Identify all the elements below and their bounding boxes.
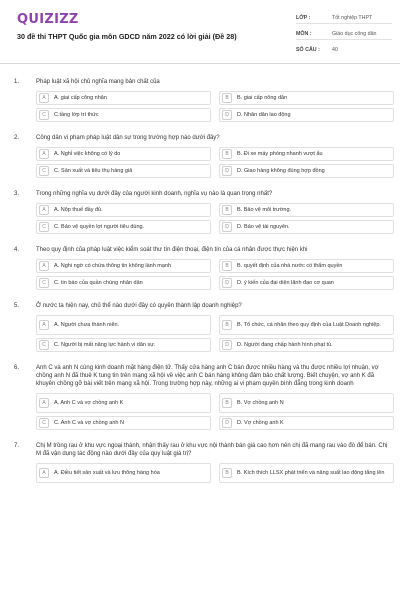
question-list <box>14 78 388 495</box>
meta-row-count <box>296 44 392 56</box>
option-text: D. ý kiến của đại diện lãnh đạo cơ quan <box>237 279 334 286</box>
question-number: 6. <box>14 365 20 371</box>
worksheet-header <box>0 0 400 64</box>
meta-label: SỐ CÂU : <box>296 47 320 53</box>
meta-row-subject <box>296 28 392 40</box>
question-stem <box>14 302 388 310</box>
quizizz-logo: QUIZIZZ <box>17 12 79 27</box>
answer-option-c[interactable] <box>36 338 211 352</box>
answer-option-a[interactable] <box>36 463 211 483</box>
meta-value: Tốt nghiệp THPT <box>332 14 373 21</box>
option-letter-badge: A <box>39 205 49 215</box>
question-1 <box>14 78 388 122</box>
answer-option-b[interactable] <box>219 463 394 483</box>
meta-value: 40 <box>332 47 338 53</box>
option-text: B. giai cấp nông dân <box>237 94 288 101</box>
option-text: D. Nhân dân lao động <box>237 111 291 118</box>
answer-options <box>36 259 388 290</box>
option-text: A. Điều tiết sản xuất và lưu thông hàng hóa <box>54 469 160 476</box>
option-text: B. quyết định của nhà nước có thẩm quyền <box>237 262 343 269</box>
option-letter-badge: A <box>39 398 49 408</box>
meta-panel <box>296 12 392 60</box>
option-text: B. Kích thích LLSX phát triển và năng suất lao động tăng lên <box>237 469 385 476</box>
option-letter-badge: C <box>39 222 49 232</box>
question-3 <box>14 190 388 234</box>
answer-options <box>36 463 388 483</box>
meta-row-class <box>296 12 392 24</box>
question-4 <box>14 246 388 290</box>
question-number: 5. <box>14 303 20 309</box>
option-text: C. Người bị mất năng lực hành vi dân sự. <box>54 341 156 348</box>
meta-label: LỚP : <box>296 14 311 21</box>
question-stem <box>14 190 388 198</box>
answer-option-c[interactable] <box>36 276 211 290</box>
answer-option-a[interactable] <box>36 203 211 217</box>
question-stem <box>14 134 388 142</box>
answer-option-d[interactable] <box>219 108 394 122</box>
option-letter-badge: B <box>222 468 232 478</box>
question-stem <box>14 78 388 86</box>
option-letter-badge: C <box>39 418 49 428</box>
answer-option-b[interactable] <box>219 259 394 273</box>
question-number: 7. <box>14 443 20 449</box>
answer-option-c[interactable] <box>36 416 211 430</box>
option-text: C. tin báo của quần chúng nhân dân <box>54 279 143 286</box>
page-title: 30 đề thi THPT Quốc gia môn GDCD năm 2022 có lời giải (Đề 28) <box>17 32 237 41</box>
option-text: D. Giao hàng không đúng hợp đồng <box>237 167 325 174</box>
answer-option-d[interactable] <box>219 416 394 430</box>
answer-option-a[interactable] <box>36 393 211 413</box>
option-letter-badge: A <box>39 149 49 159</box>
question-text: Trong những nghĩa vụ dưới đây của người kinh doanh, nghĩa vụ nào là quan trọng nhất? <box>36 191 273 197</box>
option-text: B. Vợ chồng anh N <box>237 399 284 406</box>
question-stem <box>14 364 388 388</box>
question-text: Ở nước ta hiện nay, chủ thể nào dưới đây có quyền thành lập doanh nghiệp? <box>36 303 242 309</box>
question-number: 2. <box>14 135 20 141</box>
option-letter-badge: D <box>222 166 232 176</box>
option-letter-badge: B <box>222 93 232 103</box>
option-letter-badge: D <box>222 110 232 120</box>
answer-option-d[interactable] <box>219 338 394 352</box>
option-text: C. Bảo vệ quyền lợi người tiêu dùng. <box>54 223 145 230</box>
answer-options <box>36 393 388 430</box>
answer-option-b[interactable] <box>219 147 394 161</box>
answer-option-a[interactable] <box>36 259 211 273</box>
answer-option-d[interactable] <box>219 276 394 290</box>
option-letter-badge: A <box>39 320 49 330</box>
answer-option-a[interactable] <box>36 91 211 105</box>
option-text: A. giai cấp công nhân <box>54 94 107 101</box>
option-letter-badge: B <box>222 320 232 330</box>
answer-option-b[interactable] <box>219 315 394 335</box>
answer-option-c[interactable] <box>36 220 211 234</box>
answer-options <box>36 203 388 234</box>
option-letter-badge: A <box>39 93 49 103</box>
option-letter-badge: C <box>39 110 49 120</box>
question-number: 3. <box>14 191 20 197</box>
question-5 <box>14 302 388 352</box>
answer-option-d[interactable] <box>219 164 394 178</box>
option-text: A. Nghỉ việc không có lý do <box>54 150 121 157</box>
answer-option-c[interactable] <box>36 164 211 178</box>
answer-options <box>36 91 388 122</box>
option-letter-badge: C <box>39 278 49 288</box>
option-letter-badge: D <box>222 278 232 288</box>
question-text: Anh C và anh N cùng kinh doanh mặt hàng điện tử. Thấy cửa hàng anh C bán được nhiều hàng và thu được nhiều lợi nhuận, vợ chồng anh N đã thuê K tung tin trên mạng xã hội về việc anh C bán hàng không đảm bảo chất lượng. Biết chuyện, vợ anh K đã khuyên chồng gỡ bài viết trên mạng xã hội. Trong trường hợp này, những ai vi phạm quyền bình đẳng trong kinh doanh <box>36 365 379 387</box>
answer-option-b[interactable] <box>219 91 394 105</box>
answer-option-a[interactable] <box>36 147 211 161</box>
answer-option-b[interactable] <box>219 393 394 413</box>
question-number: 1. <box>14 79 20 85</box>
question-text: Chị M trồng rau ở khu vực ngoại thành, nhận thấy rau ở khu vực nội thành bán giá cao hơn nên chị đã mang rau vào đó để bán. Chị M đã vận dụng tác động nào dưới đây của quy luật giá trị? <box>36 443 388 457</box>
question-stem <box>14 246 388 254</box>
meta-value: Giáo dục công dân <box>332 30 377 37</box>
answer-options <box>36 315 388 352</box>
option-letter-badge: C <box>39 340 49 350</box>
option-letter-badge: B <box>222 149 232 159</box>
option-text: D. Người đang chấp hành hình phạt tù. <box>237 341 333 348</box>
answer-option-b[interactable] <box>219 203 394 217</box>
option-text: B. Đi xe máy phóng nhanh vượt ẩu <box>237 150 323 157</box>
answer-option-a[interactable] <box>36 315 211 335</box>
option-text: A. Người chưa thành niên. <box>54 321 120 328</box>
option-text: A. Nghi ngờ có chứa thông tin không lành mạnh <box>54 262 172 269</box>
meta-label: MÔN : <box>296 30 312 37</box>
option-letter-badge: D <box>222 340 232 350</box>
question-6 <box>14 364 388 430</box>
option-text: D. Vợ chồng anh K <box>237 419 284 426</box>
answer-options <box>36 147 388 178</box>
option-text: D. Bảo vệ tài nguyên. <box>237 223 290 230</box>
question-number: 4. <box>14 247 20 253</box>
option-letter-badge: B <box>222 205 232 215</box>
answer-option-d[interactable] <box>219 220 394 234</box>
question-7 <box>14 442 388 483</box>
option-text: C. Anh C và vợ chồng anh N <box>54 419 124 426</box>
option-text: A. Anh C và vợ chồng anh K <box>54 399 124 406</box>
option-letter-badge: C <box>39 166 49 176</box>
question-text: Công dân vi phạm pháp luật dân sự trong trường hợp nào dưới đây? <box>36 135 220 141</box>
option-letter-badge: D <box>222 418 232 428</box>
option-letter-badge: A <box>39 261 49 271</box>
option-letter-badge: B <box>222 398 232 408</box>
option-letter-badge: B <box>222 261 232 271</box>
option-text: C. Sản xuất và tiêu thụ hàng giả <box>54 167 133 174</box>
option-letter-badge: D <box>222 222 232 232</box>
question-text: Theo quy định của pháp luật việc kiểm soát thư tín điện thoại, điện tín của cá nhân được thực hiện khi <box>36 247 308 253</box>
option-text: C.tầng lớp trí thức <box>54 111 99 118</box>
question-2 <box>14 134 388 178</box>
question-text: Pháp luật xã hội chủ nghĩa mang bản chất của <box>36 79 160 85</box>
question-stem <box>14 442 388 458</box>
answer-option-c[interactable] <box>36 108 211 122</box>
option-text: B. Bảo vệ môi trường. <box>237 206 292 213</box>
option-text: A. Nộp thuế đầy đủ. <box>54 206 103 213</box>
option-text: B. Tổ chức, cá nhân theo quy định của Luật Doanh nghiệp. <box>237 321 381 328</box>
option-letter-badge: A <box>39 468 49 478</box>
